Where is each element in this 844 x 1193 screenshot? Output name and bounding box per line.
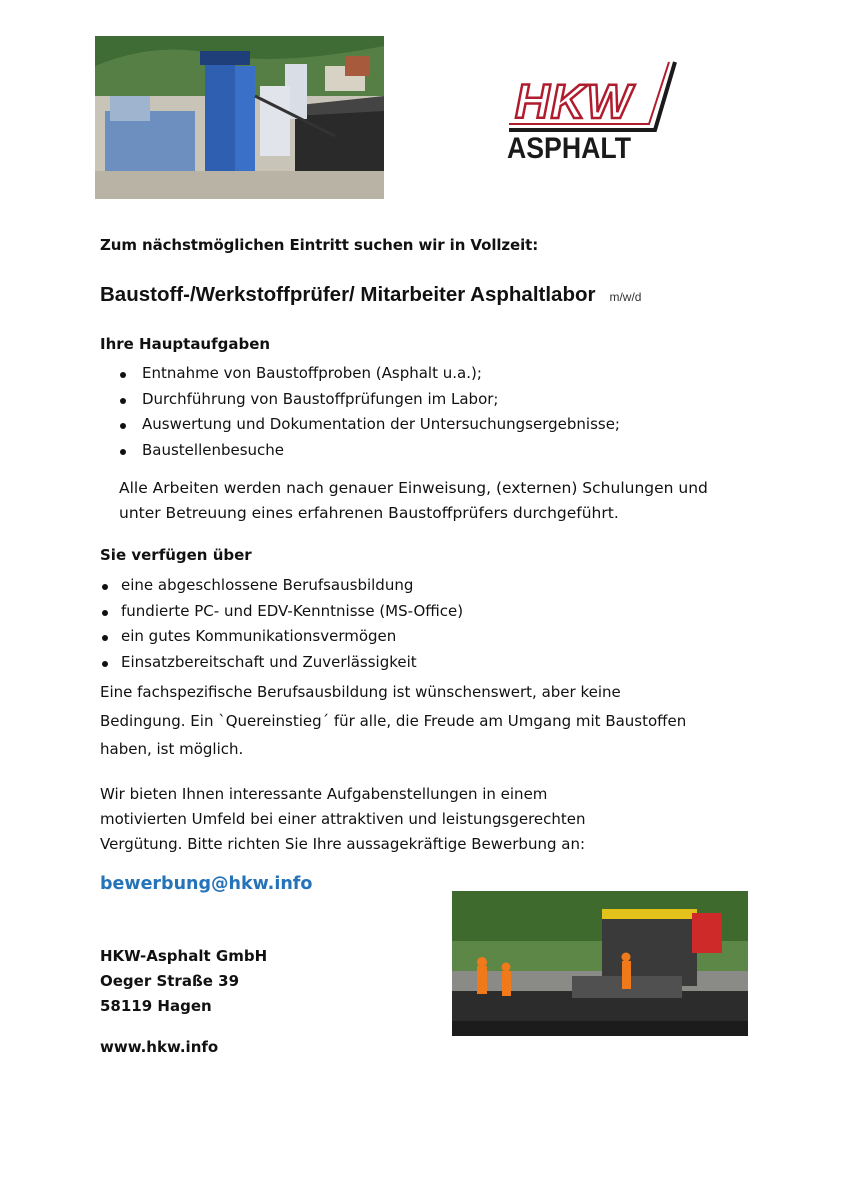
requirements-list (100, 573, 463, 675)
email-link[interactable]: bewerbung@hkw.info (100, 874, 313, 894)
tasks-heading: Ihre Hauptaufgaben (100, 335, 271, 353)
city: 58119 Hagen (100, 997, 212, 1015)
list-item: Auswertung und Dokumentation der Untersuchungsergebnisse; (118, 412, 620, 438)
job-title-text: Baustoff-/Werkstoffprüfer/ Mitarbeiter Asphaltlabor (100, 283, 596, 306)
svg-text:HKW: HKW (515, 76, 633, 129)
offer-line: Vergütung. Bitte richten Sie Ihre aussagekräftige Bewerbung an: (100, 835, 586, 853)
list-item: Entnahme von Baustoffproben (Asphalt u.a.); (118, 361, 620, 387)
list-item: fundierte PC- und EDV-Kenntnisse (MS-Office) (100, 599, 463, 625)
requirements-note (100, 678, 686, 764)
list-item: eine abgeschlossene Berufsausbildung (100, 573, 463, 599)
offer-text (100, 782, 586, 857)
tasks-note-line: Alle Arbeiten werden nach genauer Einweisung, (externen) Schulungen und (119, 479, 708, 497)
offer-line: motivierten Umfeld bei einer attraktiven und leistungsgerechten (100, 810, 586, 828)
company-address (100, 944, 267, 1019)
list-item: ein gutes Kommunikationsvermögen (100, 624, 463, 650)
tasks-note (119, 476, 708, 526)
requirements-heading: Sie verfügen über (100, 546, 252, 564)
hkw-asphalt-logo (505, 58, 683, 162)
list-item: Durchführung von Baustoffprüfungen im Labor; (118, 387, 620, 413)
gender-note: m/w/d (609, 290, 642, 304)
tasks-note-line: unter Betreuung eines erfahrenen Baustoffprüfers durchgeführt. (119, 504, 619, 522)
offer-line: Wir bieten Ihnen interessante Aufgabenstellungen in einem (100, 785, 548, 803)
company-name: HKW-Asphalt GmbH (100, 947, 268, 965)
requirements-note-line: Bedingung. Ein `Quereinstieg´ für alle, die Freude am Umgang mit Baustoffen (100, 711, 687, 730)
street: Oeger Straße 39 (100, 972, 240, 990)
website-link[interactable]: www.hkw.info (100, 1038, 219, 1056)
requirements-note-line: haben, ist möglich. (100, 740, 244, 758)
paving-crew-photo (452, 891, 748, 1036)
list-item: Baustellenbesuche (118, 438, 620, 464)
tasks-list (118, 361, 620, 463)
intro-text: Zum nächstmöglichen Eintritt suchen wir in Vollzeit: (100, 236, 539, 254)
asphalt-plant-photo (95, 36, 384, 199)
requirements-note-line: Eine fachspezifische Berufsausbildung ist wünschenswert, aber keine (100, 683, 621, 701)
svg-text:ASPHALT: ASPHALT (507, 132, 631, 162)
job-title (100, 283, 641, 307)
list-item: Einsatzbereitschaft und Zuverlässigkeit (100, 650, 463, 676)
